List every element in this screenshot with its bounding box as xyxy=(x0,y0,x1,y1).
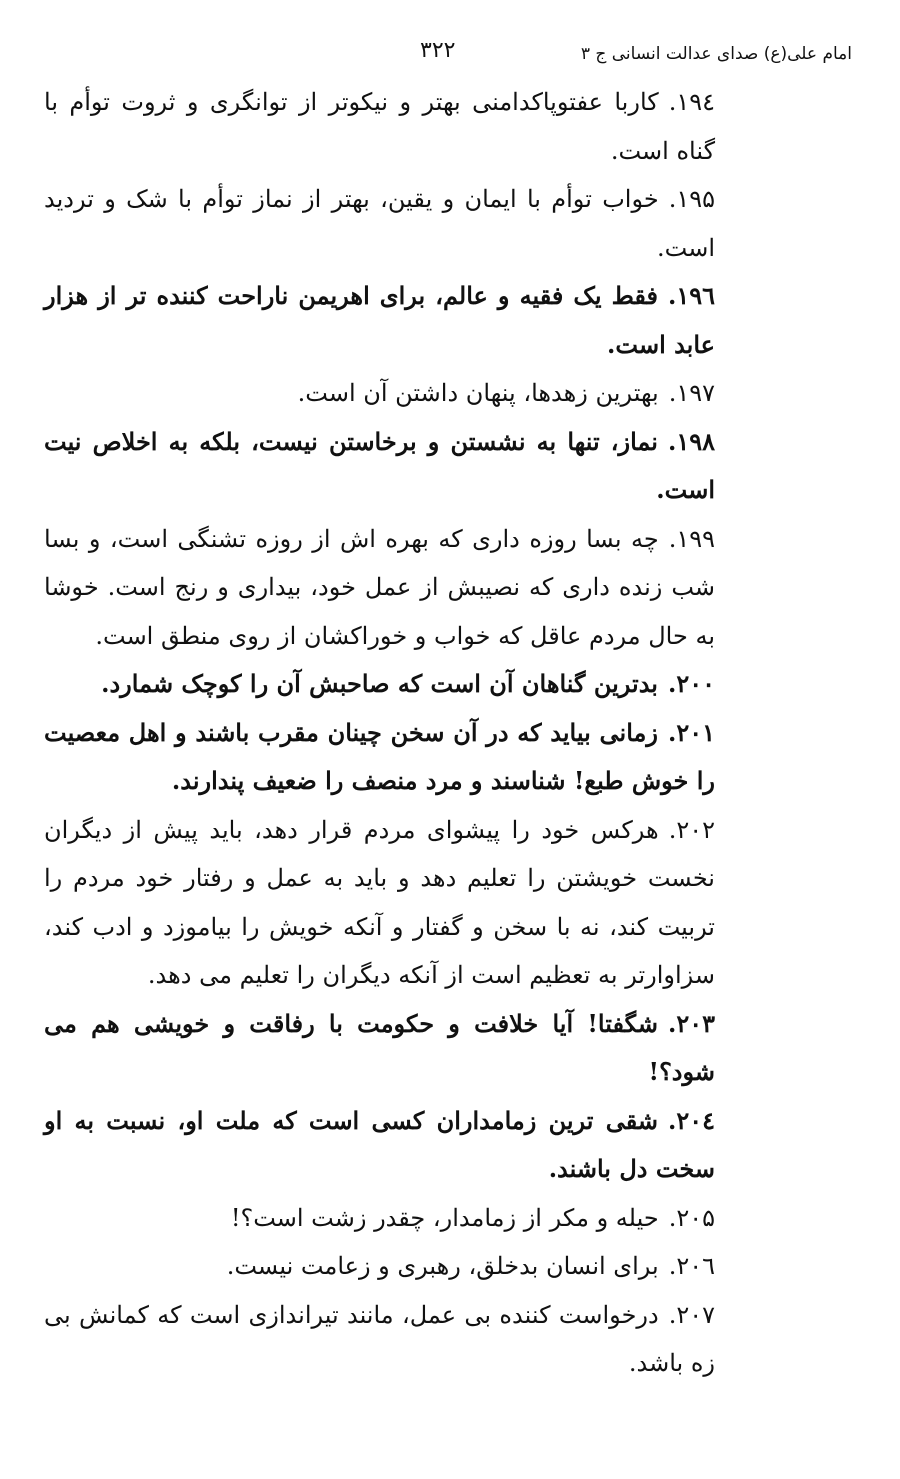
saying-text: شگفتا! آیا خلافت و حکومت با رفاقت و خویشی هم می شود؟! xyxy=(44,1008,715,1086)
saying-203 xyxy=(44,1000,785,1097)
saying-194 xyxy=(44,78,785,175)
saying-number: ۱۹۵. xyxy=(668,185,715,213)
saying-text: بهترین زهدها، پنهان داشتن آن است. xyxy=(297,379,659,407)
saying-text: بدترین گناهان آن است که صاحبش آن را کوچک شمارد. xyxy=(101,669,658,698)
saying-205 xyxy=(44,1194,785,1243)
sayings-list xyxy=(44,78,785,1388)
saying-206 xyxy=(44,1242,785,1291)
saying-number: ۲۰۳. xyxy=(667,1008,715,1038)
saying-number: ۲۰۵. xyxy=(668,1203,715,1232)
saying-number: ۱۹۸. xyxy=(667,426,715,456)
saying-text: کاربا عفتوپاکدامنی بهتر و نیکوتر از توانگری و ثروت توأم با گناه است. xyxy=(44,88,715,165)
saying-199 xyxy=(44,515,785,661)
page-header xyxy=(40,38,852,72)
saying-number: ۲۰٦. xyxy=(668,1252,715,1280)
saying-201 xyxy=(44,709,785,806)
saying-text: درخواست کننده بی عمل، مانند تیراندازی است که کمانش بی زه باشد. xyxy=(44,1300,715,1377)
saying-195 xyxy=(44,175,785,272)
saying-number: ۲۰۲. xyxy=(668,815,715,844)
saying-197 xyxy=(44,369,785,418)
saying-200 xyxy=(44,660,785,709)
saying-number: ۱۹۹. xyxy=(668,524,715,553)
saying-198 xyxy=(44,418,785,515)
saying-number: ۲۰۰. xyxy=(667,669,715,698)
book-title: امام علی(ع) صدای عدالت انسانی ج ۳ xyxy=(580,44,852,64)
saying-number: ۱۹۷. xyxy=(668,379,715,407)
saying-text: چه بسا روزه داری که بهره اش از روزه تشنگی است، و بسا شب زنده داری که نصیبش از عمل خود، بیداری و رنج است. خوشا به حال مردم عاقل که خواب و خوراکشان از روی منطق است. xyxy=(44,524,715,650)
saying-196 xyxy=(44,272,785,369)
saying-text: شقی ترین زمامداران کسی است که ملت او، نسبت به او سخت دل باشند. xyxy=(44,1105,715,1183)
saying-text: هرکس خود را پیشوای مردم قرار دهد، باید پیش از دیگران نخست خویشتن را تعلیم دهد و باید به عمل و رفتار خود مردم را تربیت کند، نه با سخن و گفتار و آنکه خویش را بیاموزد و ادب کند، سزاوارتر به تعظیم است از آنکه دیگران را تعلیم می دهد. xyxy=(44,815,715,989)
saying-202 xyxy=(44,806,785,1000)
saying-204 xyxy=(44,1097,785,1194)
saying-207 xyxy=(44,1291,785,1388)
saying-number: ۲۰٤. xyxy=(667,1105,715,1135)
page-number: ۳۲۲ xyxy=(420,38,456,63)
saying-number: ۱۹٦. xyxy=(667,281,715,310)
saying-number: ۲۰۷. xyxy=(668,1300,715,1329)
saying-text: فقط یک فقیه و عالم، برای اهریمن ناراحت کننده تر از هزار عابد است. xyxy=(44,281,715,359)
saying-text: برای انسان بدخلق، رهبری و زعامت نیست. xyxy=(226,1252,659,1280)
saying-number: ۱۹٤. xyxy=(668,88,715,116)
saying-text: زمانی بیاید که در آن سخن چینان مقرب باشند و اهل معصیت را خوش طبع! شناسند و مرد منصف را ضعیف پندارند. xyxy=(44,717,715,795)
saying-text: خواب توأم با ایمان و یقین، بهتر از نماز توأم با شک و تردید است. xyxy=(44,185,715,262)
saying-text: نماز، تنها به نشستن و برخاستن نیست، بلکه به اخلاص نیت است. xyxy=(44,426,715,504)
saying-text: حیله و مکر از زمامدار، چقدر زشت است؟! xyxy=(230,1203,659,1232)
saying-number: ۲۰۱. xyxy=(667,717,715,747)
